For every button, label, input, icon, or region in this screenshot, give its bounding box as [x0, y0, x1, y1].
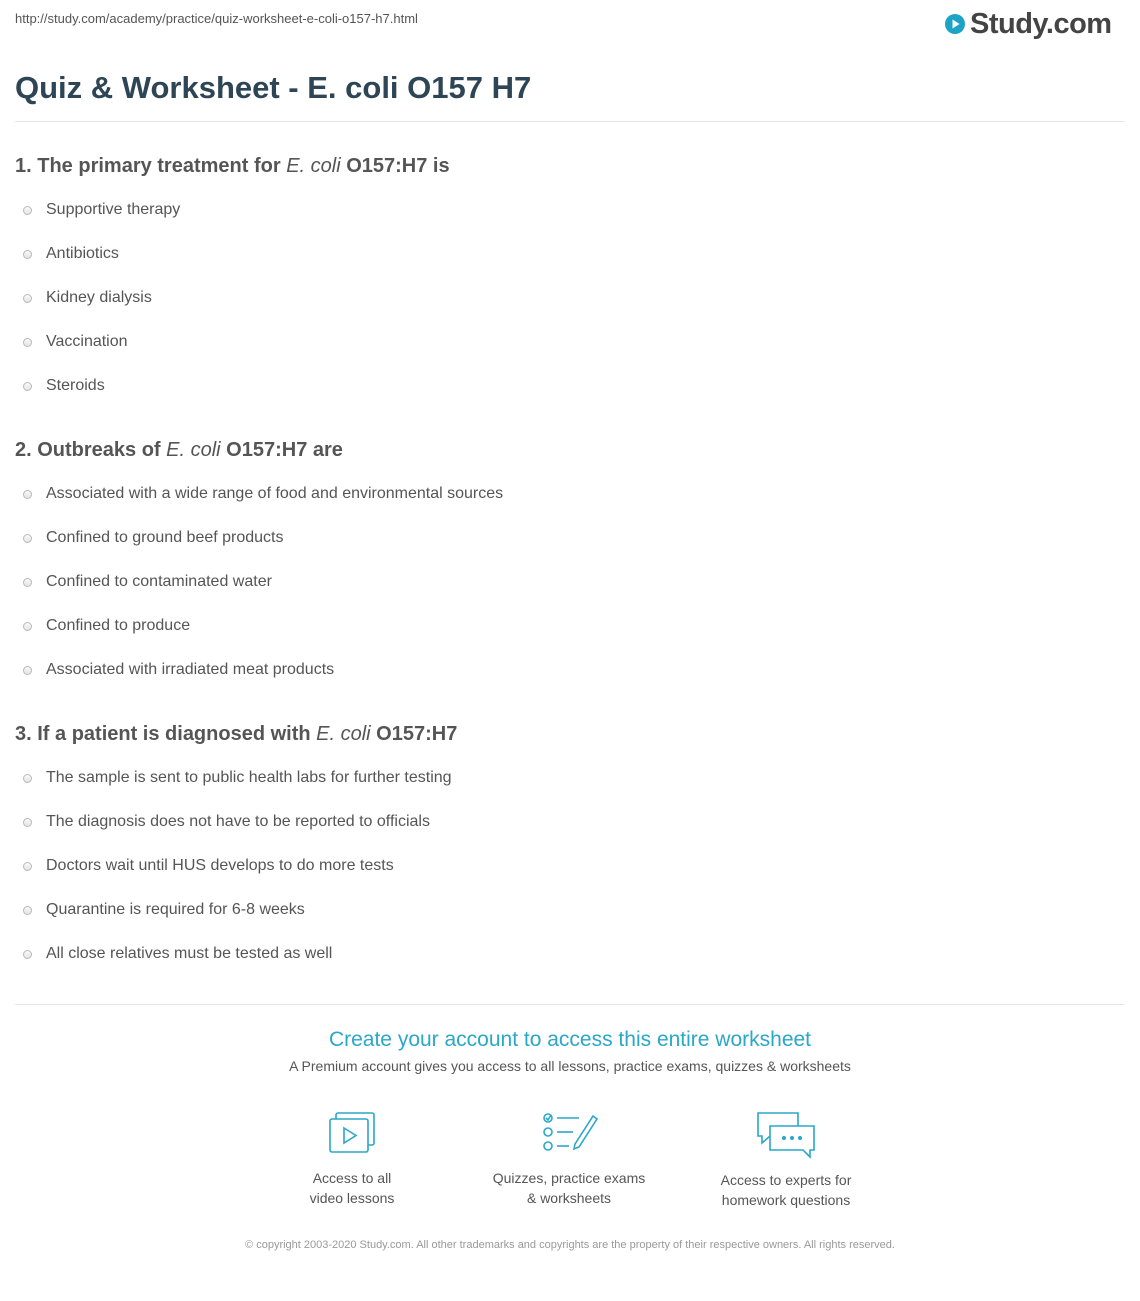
radio-button[interactable]	[23, 490, 32, 499]
feature-quizzes	[479, 1110, 659, 1208]
play-circle-icon	[944, 13, 966, 35]
question-3-option-2[interactable]: The diagnosis does not have to be reported to officials	[23, 811, 430, 833]
radio-button[interactable]	[23, 578, 32, 587]
question-1-option-4[interactable]: Vaccination	[23, 331, 128, 353]
question-2-option-3[interactable]: Confined to contaminated water	[23, 571, 272, 593]
question-1-option-5[interactable]: Steroids	[23, 375, 105, 397]
radio-button[interactable]	[23, 250, 32, 259]
logo-text: Study.com	[970, 7, 1112, 40]
radio-button[interactable]	[23, 950, 32, 959]
radio-button[interactable]	[23, 622, 32, 631]
radio-button[interactable]	[23, 906, 32, 915]
question-1-option-3[interactable]: Kidney dialysis	[23, 287, 152, 309]
divider	[15, 1004, 1125, 1005]
question-1-option-2[interactable]: Antibiotics	[23, 243, 119, 265]
question-2-option-2[interactable]: Confined to ground beef products	[23, 527, 284, 549]
radio-button[interactable]	[23, 774, 32, 783]
question-2-option-4[interactable]: Confined to produce	[23, 615, 190, 637]
question-2-title: 2. Outbreaks of E. coli O157:H7 are	[15, 439, 343, 461]
radio-button[interactable]	[23, 382, 32, 391]
question-1-title: 1. The primary treatment for E. coli O157:H7 is	[15, 155, 450, 177]
chat-bubbles-icon	[754, 1110, 818, 1160]
radio-button[interactable]	[23, 862, 32, 871]
radio-button[interactable]	[23, 338, 32, 347]
question-1-option-1[interactable]: Supportive therapy	[23, 199, 180, 221]
copyright-text: © copyright 2003-2020 Study.com. All other trademarks and copyrights are the property of their respective owners. All rights reserved.	[245, 1239, 895, 1251]
create-account-link[interactable]: Create your account to access this entire worksheet	[328, 1028, 812, 1051]
question-2-option-1[interactable]: Associated with a wide range of food and environmental sources	[23, 483, 503, 505]
radio-button[interactable]	[23, 294, 32, 303]
question-2-option-5[interactable]: Associated with irradiated meat products	[23, 659, 334, 681]
divider	[15, 121, 1125, 122]
feature-label-line1: Access to all	[312, 1170, 392, 1186]
page-url: http://study.com/academy/practice/quiz-worksheet-e-coli-o157-h7.html	[15, 11, 418, 26]
feature-experts	[696, 1110, 876, 1210]
question-3-option-4[interactable]: Quarantine is required for 6-8 weeks	[23, 899, 305, 921]
feature-label-line2: video lessons	[309, 1190, 395, 1206]
radio-button[interactable]	[23, 818, 32, 827]
radio-button[interactable]	[23, 666, 32, 675]
feature-label-line2: & worksheets	[526, 1190, 612, 1206]
question-3-title: 3. If a patient is diagnosed with E. coli O157:H7	[15, 723, 458, 745]
quiz-checklist-icon	[539, 1110, 599, 1158]
feature-video-lessons	[262, 1110, 442, 1208]
feature-label-line1: Access to experts for	[720, 1172, 852, 1188]
question-3-option-1[interactable]: The sample is sent to public health labs for further testing	[23, 767, 452, 789]
cta-subtitle: A Premium account gives you access to all lessons, practice exams, quizzes & worksheets	[289, 1058, 851, 1074]
question-3-option-5[interactable]: All close relatives must be tested as well	[23, 943, 332, 965]
page-title: Quiz & Worksheet - E. coli O157 H7	[15, 70, 532, 105]
video-lessons-icon	[324, 1110, 380, 1158]
radio-button[interactable]	[23, 206, 32, 215]
question-3-option-3[interactable]: Doctors wait until HUS develops to do more tests	[23, 855, 394, 877]
feature-label-line2: homework questions	[721, 1192, 851, 1208]
study-logo[interactable]	[944, 8, 1112, 40]
feature-label-line1: Quizzes, practice exams	[492, 1170, 646, 1186]
radio-button[interactable]	[23, 534, 32, 543]
